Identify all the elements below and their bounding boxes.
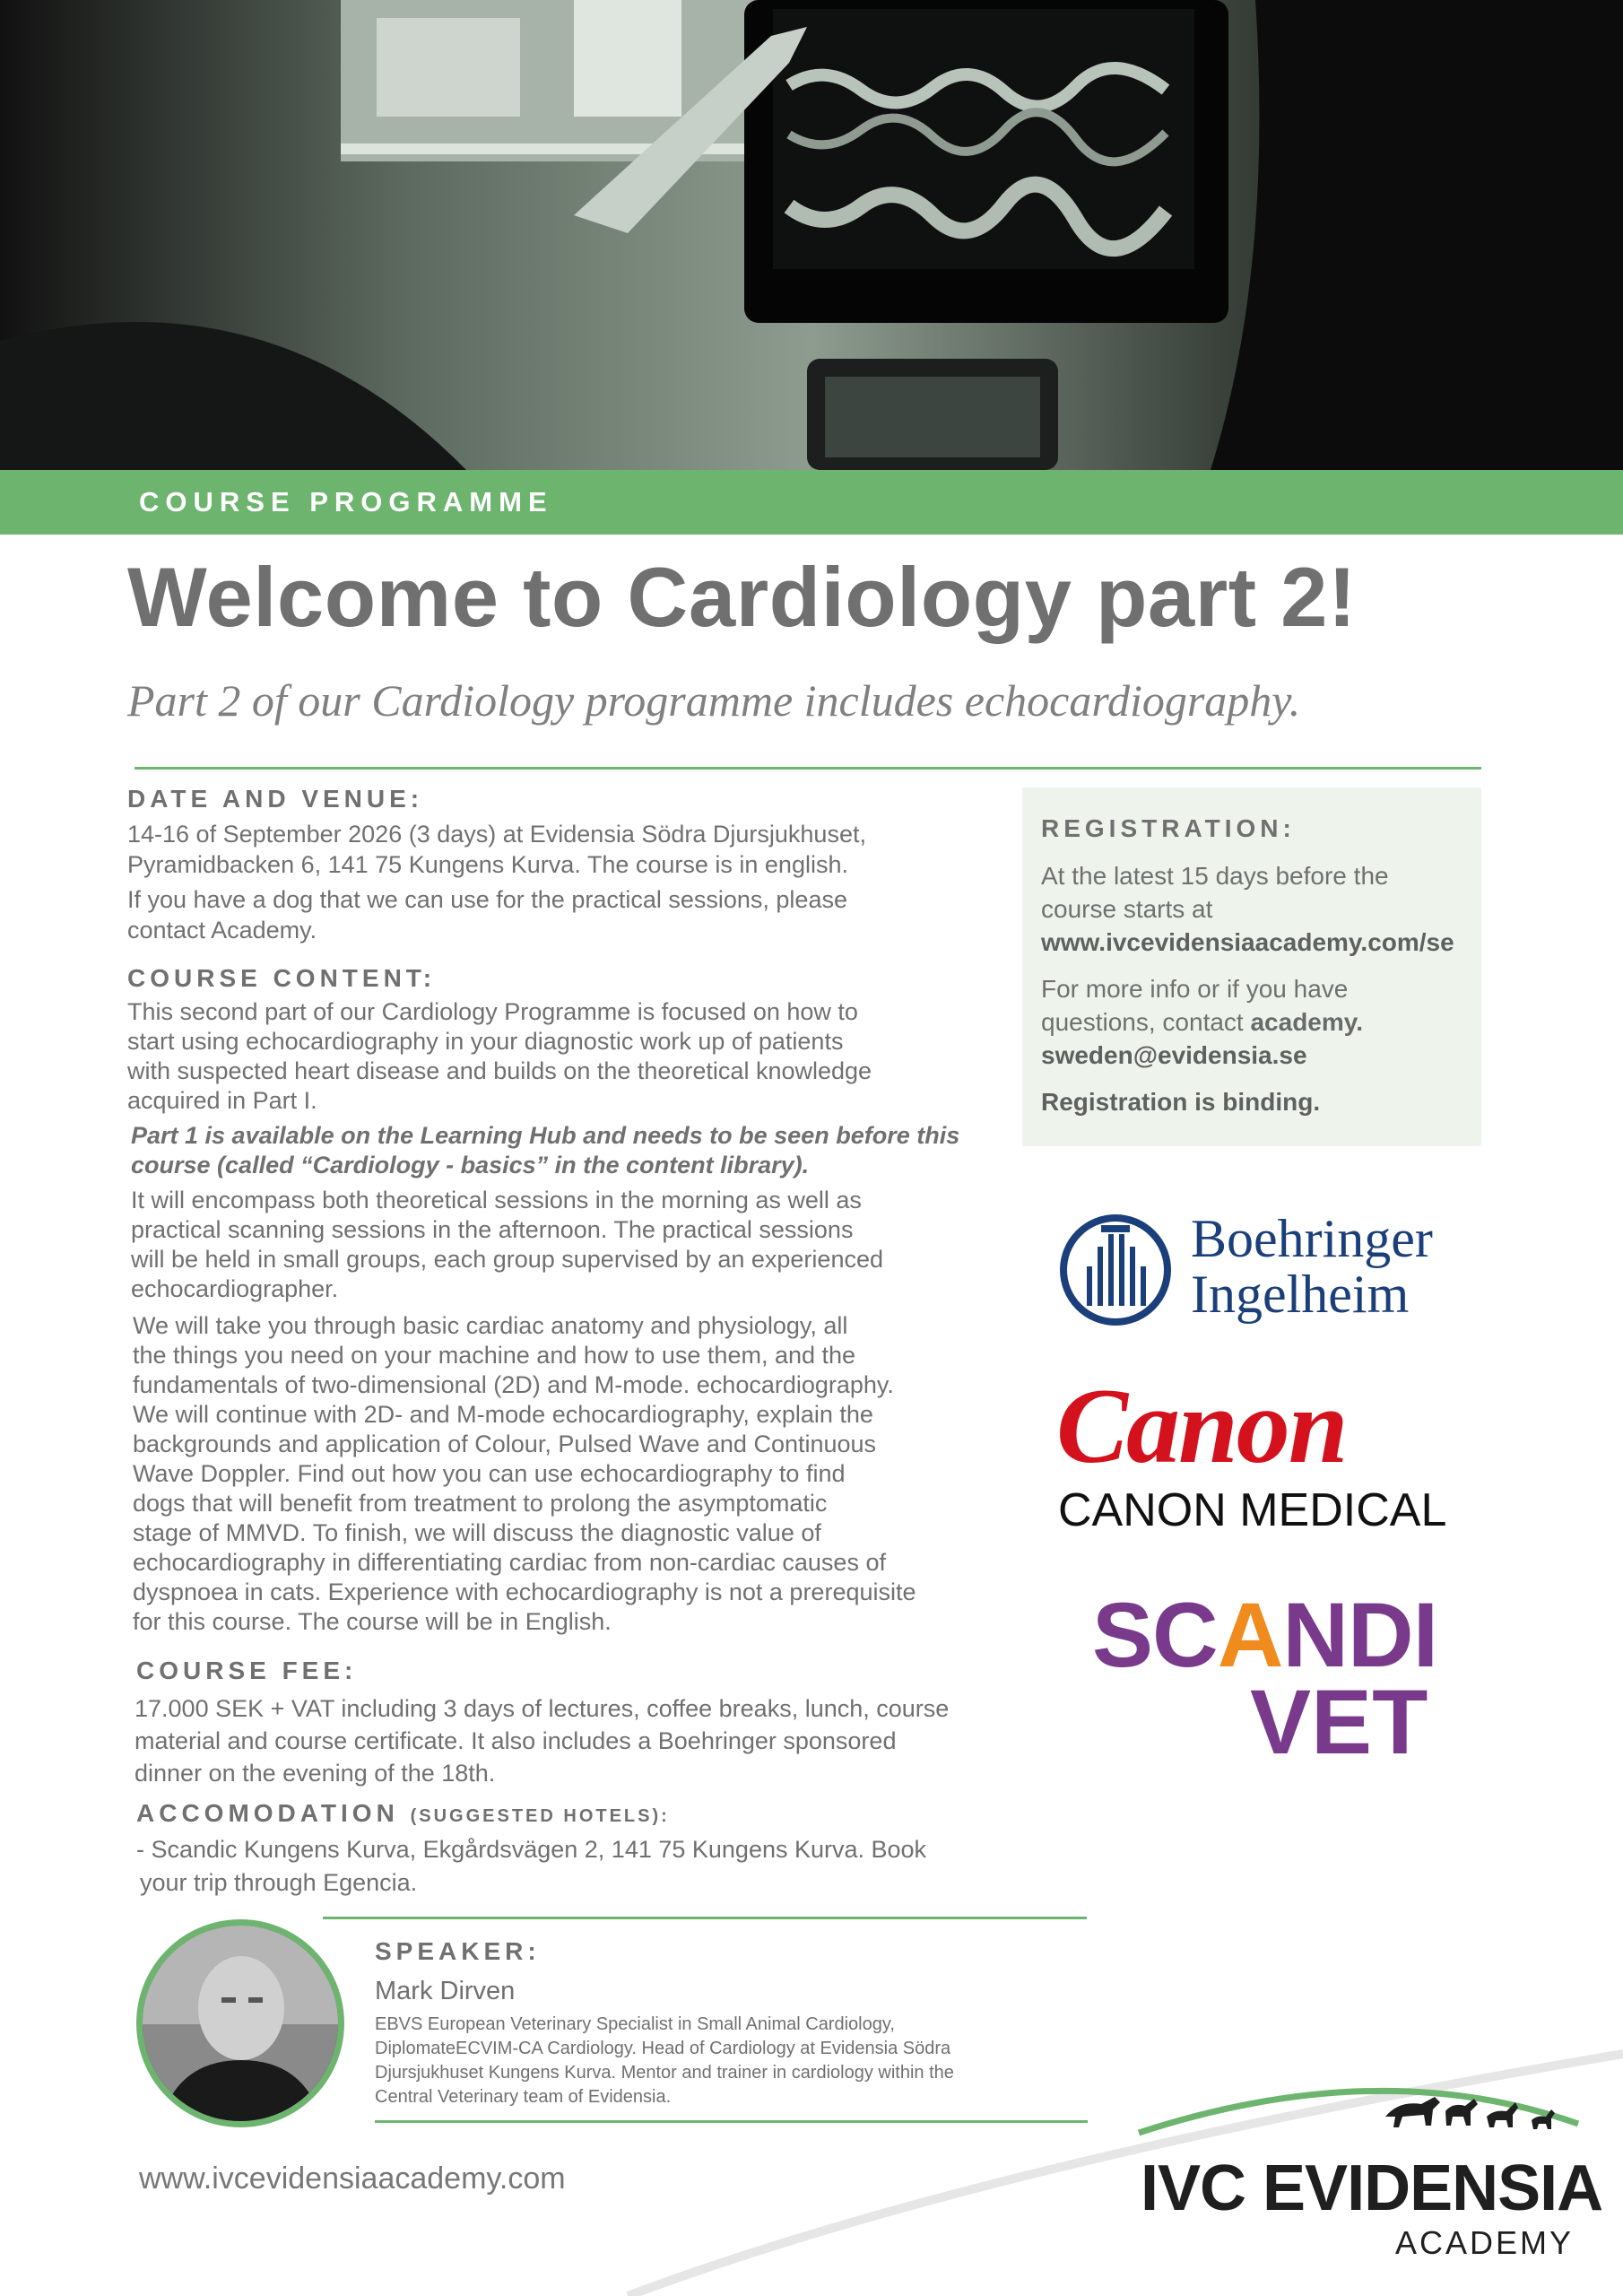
scandivet-logo-bottom: VET [1250,1671,1428,1773]
text-line: material and course certificate. It also includes a Boehringer sponsored [135,1727,897,1754]
course-fee-heading: COURSE FEE: [136,1657,358,1684]
logo-fragment: SC [1092,1584,1218,1686]
text-line: start using echocardiography in your diagnostic work up of patients [127,1028,844,1055]
page-subtitle: Part 2 of our Cardiology programme includes echocardiography. [127,675,1301,726]
speaker-name: Mark Dirven [375,1977,516,2005]
registration-binding: Registration is binding. [1041,1088,1321,1116]
text-line: For more info or if you have [1041,975,1349,1003]
text-line: course starts at [1041,895,1213,923]
boehringer-emblem-icon [1058,1207,1184,1333]
text-line: acquired in Part I. [127,1087,317,1114]
text-line: dogs that will benefit from treatment to prolong the asymptomatic [133,1490,828,1517]
text-line: with suspected heart disease and builds on the theoretical knowledge [127,1057,872,1084]
registration-box [1022,787,1481,1146]
logo-fragment: NDI [1282,1584,1438,1686]
text-line: Boehringer [1191,1209,1433,1268]
text-line: We will take you through basic cardiac anatomy and physiology, all [133,1312,848,1339]
text-line: Central Veterinary team of Evidensia. [375,2087,672,2107]
course-topics-text [133,1311,1029,1637]
divider-top [135,767,1481,770]
text-line: This second part of our Cardiology Programme is focused on how to [127,998,858,1025]
text-line: dinner on the evening of the 18th. [135,1760,496,1787]
text-line: for this course. The course will be in English. [133,1608,612,1635]
text-line: At the latest 15 days before the [1041,862,1389,890]
date-venue-heading: DATE AND VENUE: [127,785,424,813]
text-line: DiplomateECVIM-CA Cardiology. Head of Cardiology at Evidensia Södra [375,2039,951,2058]
course-content-heading: COURSE CONTENT: [127,964,437,992]
text-line: will be held in small groups, each group supervised by an experienced [131,1246,883,1273]
text-line: Djursjukhuset Kungens Kurva. Mentor and trainer in cardiology within the [375,2063,954,2083]
text-line: We will continue with 2D- and M-mode echocardiography, explain the [133,1401,873,1428]
text-line: Ingelheim [1191,1265,1410,1324]
text-fragment: questions, contact [1041,1008,1251,1036]
registration-heading: REGISTRATION: [1041,814,1296,842]
text-line: stage of MMVD. To finish, we will discuss the diagnostic value of [133,1519,821,1546]
logo-fragment: A [1217,1584,1283,1686]
course-sessions-text [131,1186,1019,1304]
accommodation-heading-main: ACCOMODATION [136,1799,399,1827]
registration-url[interactable]: www.ivcevidensiaacademy.com/se [1041,928,1454,956]
ivc-evidensia-logo: IVC EVIDENSIA [1141,2152,1603,2224]
section-band [0,470,1623,535]
boehringer-wordmark [1191,1211,1433,1322]
course-fee-text [135,1692,1031,1789]
text-line: practical scanning sessions in the afternoon. The practical sessions [131,1216,854,1243]
text-line: If you have a dog that we can use for the practical sessions, please [127,886,847,913]
text-line: Part 1 is available on the Learning Hub and needs to be seen before this [131,1122,960,1149]
date-venue-text [127,819,988,945]
accommodation-heading [136,1799,670,1828]
text-line: the things you need on your machine and how to use them, and the [133,1342,856,1369]
scandivet-logo-top [1092,1584,1438,1686]
ivc-academy-label: ACADEMY [1395,2224,1575,2261]
hero-photo [0,0,1623,470]
accommodation-text [136,1833,1033,1900]
text-line: It will encompass both theoretical sessions in the morning as well as [131,1187,862,1213]
speaker-heading: SPEAKER: [375,1937,541,1965]
email-link-continued[interactable]: sweden@evidensia.se [1041,1041,1307,1069]
prerequisite-note [131,1121,1028,1180]
text-line: EBVS European Veterinary Specialist in Small Animal Cardiology, [375,2014,895,2034]
canon-medical-label: CANON MEDICAL [1058,1484,1447,1536]
email-link[interactable]: academy. [1250,1008,1364,1036]
text-line: echocardiographer. [131,1275,339,1302]
text-line [1041,1005,1471,1039]
canon-logo: Canon [1056,1366,1347,1485]
divider-speaker-top [323,1917,1087,1919]
text-line: fundamentals of two-dimensional (2D) and M-mode. echocardiography. [133,1371,894,1398]
text-line: contact Academy. [127,917,317,944]
registration-deadline [1041,859,1471,959]
course-content-intro [127,997,1006,1116]
text-line: Pyramidbacken 6, 141 75 Kungens Kurva. The course is in english. [127,851,848,878]
registration-contact [1041,972,1471,1072]
accommodation-heading-sub: (SUGGESTED HOTELS): [410,1806,670,1826]
page-title: Welcome to Cardiology part 2! [127,550,1357,644]
text-line: 14-16 of September 2026 (3 days) at Evidensia Södra Djursjukhuset, [127,821,866,848]
text-line: - Scandic Kungens Kurva, Ekgårdsvägen 2, 141 75 Kungens Kurva. Book [136,1836,927,1863]
text-line: your trip through Egencia. [140,1869,418,1896]
text-line: 17.000 SEK + VAT including 3 days of lectures, coffee breaks, lunch, course [135,1695,950,1722]
text-line: backgrounds and application of Colour, Pulsed Wave and Continuous [133,1431,877,1457]
animals-silhouette-icon [1381,2090,1587,2144]
text-line: echocardiography in differentiating cardiac from non-cardiac causes of [133,1549,886,1576]
text-line: Wave Doppler. Find out how you can use echocardiography to find [133,1460,846,1487]
text-line: dyspnoea in cats. Experience with echocardiography is not a prerequisite [133,1578,916,1605]
text-line: course (called “Cardiology - basics” in the content library). [131,1152,810,1178]
footer-url[interactable]: www.ivcevidensiaacademy.com [139,2161,566,2196]
band-label: COURSE PROGRAMME [139,486,553,517]
